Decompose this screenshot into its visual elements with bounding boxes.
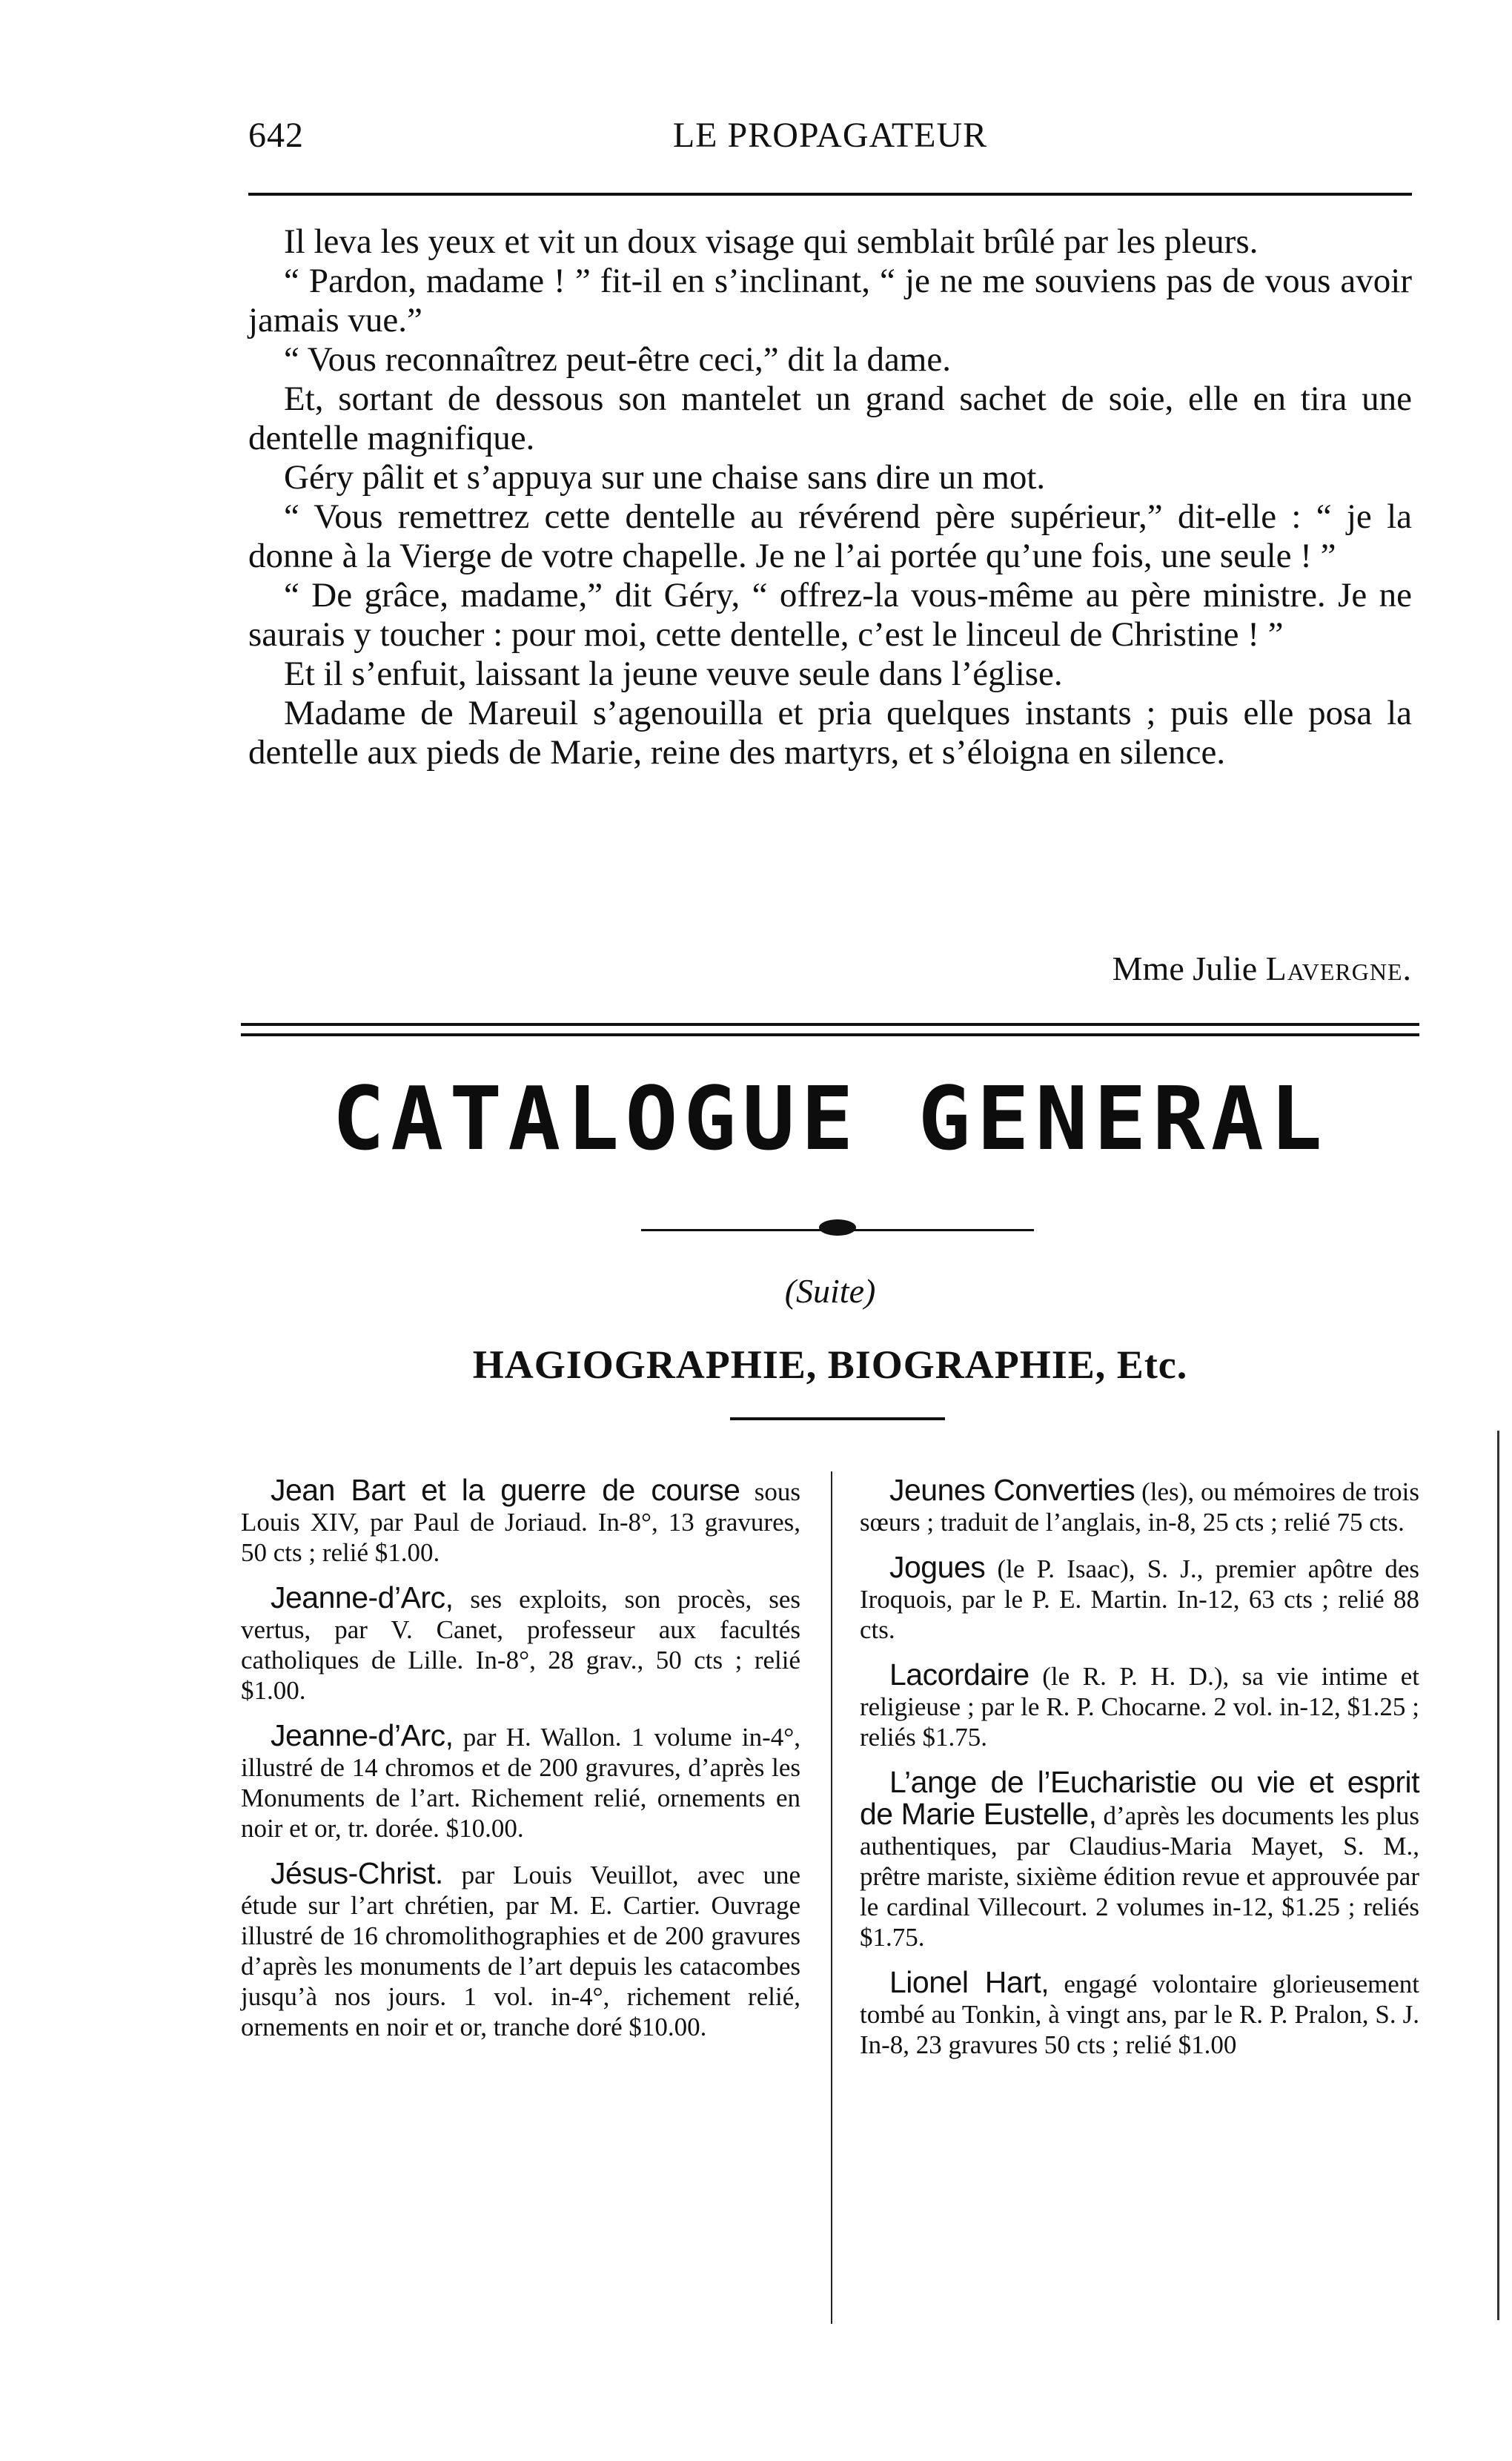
entry-title: Jeanne-d’Arc,: [271, 1718, 454, 1752]
entry-title: Lionel Hart,: [889, 1965, 1050, 1999]
story-paragraph: “ De grâce, madame,” dit Géry, “ offrez-la vous-même au père ministre. Je ne saurais y toucher : pour moi, cette dentelle, c’est le linceul de Christine ! ”: [248, 576, 1412, 654]
running-head: [248, 115, 1412, 159]
entry-title: L’ange de l’Eucharistie ou vie et esprit de Marie Eustelle,: [860, 1765, 1419, 1831]
author-signature: [1113, 949, 1412, 988]
section-heading: HAGIOGRAPHIE, BIOGRAPHIE, Etc.: [472, 1342, 1188, 1387]
entry-text: par Louis Veuillot, avec une étude sur l’art chrétien, par M. E. Cartier. Ouvrage illustré de 16 chromolithographies et de 200 gravures d’après les monuments de l’art depuis les catacombes jusqu’à nos jours. 1 vol. in-4°, richement relié, ornements en noir et or, tranche doré $10.00.: [241, 1861, 800, 2041]
entry-title: Jeunes Converties: [889, 1473, 1135, 1507]
catalogue-column-left: [241, 1475, 800, 2057]
journal-title: LE PROPAGATEUR: [672, 116, 988, 155]
story-paragraph: Madame de Mareuil s’agenouilla et pria quelques instants ; puis elle posa la dentelle aux pieds de Marie, reine des martyrs, et s’éloigna en silence.: [248, 694, 1412, 772]
story-paragraph: “ Vous remettrez cette dentelle au révérend père supérieur,” dit-elle : “ je la donne à la Vierge de votre chapelle. Je ne l’ai portée qu’une fois, une seule ! ”: [248, 497, 1412, 575]
story-paragraph: Il leva les yeux et vit un doux visage qui semblait brûlé par les pleurs.: [284, 222, 1259, 261]
entry-title: Jogues: [889, 1550, 986, 1584]
entry-title: Lacordaire: [889, 1657, 1029, 1692]
entry-title: Jean Bart et la guerre de course: [271, 1473, 740, 1507]
catalogue-title: CATALOGUE GENERAL: [332, 1067, 1328, 1170]
entry-text: d’après les documents les plus authentiques, par Claudius-Maria Mayet, S. M., prêtre mariste, sixième édition revue et approuvée par le cardinal Villecourt. 2 volumes in-12, $1.25 ; reliés $1.75.: [860, 1801, 1419, 1952]
catalogue-entry: [241, 1580, 800, 1706]
catalogue-entry: [860, 1657, 1419, 1752]
catalogue-entry: [860, 1967, 1419, 2060]
catalogue-entry: [860, 1767, 1419, 1952]
entry-text: par H. Wallon. 1 volume in-4°, illustré de 14 chromos et de 200 gravures, d’après les Monuments de l’art. Richement relié, ornements en noir et or, tr. dorée. $10.00.: [241, 1723, 800, 1843]
section-double-rule-top: [241, 1023, 1419, 1026]
story-text: [248, 222, 1412, 772]
story-paragraph: “ Pardon, madame ! ” fit-il en s’inclinant, “ je ne me souviens pas de vous avoir jamais vue.”: [248, 262, 1412, 339]
catalogue-entry: [860, 1475, 1419, 1537]
entry-text: sous Louis XIV, par Paul de Joriaud. In-8°, 13 gravures, 50 cts ; relié $1.00.: [241, 1477, 800, 1567]
column-divider: [831, 1471, 832, 2324]
header-rule: [248, 193, 1412, 196]
catalogue-entry: [860, 1552, 1419, 1645]
signature-prefix: Mme Julie: [1112, 950, 1266, 987]
entry-text: (le R. P. H. D.), sa vie intime et religieuse ; par le R. P. Chocarne. 2 vol. in-12, $1.25 ; reliés $1.75.: [860, 1662, 1419, 1752]
entry-text: (les), ou mémoires de trois sœurs ; traduit de l’anglais, in-8, 25 cts ; relié 75 cts.: [860, 1477, 1419, 1537]
short-rule: [730, 1417, 945, 1420]
catalogue-entry: [241, 1858, 800, 2042]
catalogue-entry: [241, 1475, 800, 1568]
ornament-icon: [819, 1219, 856, 1236]
story-paragraph: Géry pâlit et s’appuya sur une chaise sans dire un mot.: [284, 458, 1046, 497]
entry-title: Jeanne-d’Arc,: [271, 1580, 454, 1614]
section-double-rule-bottom: [241, 1033, 1419, 1036]
page-edge-mark: [1497, 1431, 1499, 2320]
catalogue-column-right: [860, 1475, 1419, 2075]
entry-title: Jésus-Christ.: [271, 1856, 443, 1890]
entry-text: ses exploits, son procès, ses vertus, par V. Canet, professeur aux facultés catholiques de Lille. In-8°, 28 grav., 50 cts ; relié $1.00.: [241, 1585, 800, 1705]
entry-text: engagé volontaire glorieusement tombé au Tonkin, à vingt ans, par le R. P. Pralon, S. J. In-8, 23 gravures 50 cts ; relié $1.00: [860, 1970, 1419, 2059]
catalogue-entry: [241, 1720, 800, 1844]
signature-name: Lavergne.: [1265, 950, 1412, 987]
story-paragraph: “ Vous reconnaîtrez peut-être ceci,” dit la dame.: [284, 340, 951, 379]
catalogue-subtitle: (Suite): [784, 1272, 876, 1310]
page-number: 642: [248, 116, 304, 155]
story-paragraph: Et, sortant de dessous son mantelet un grand sachet de soie, elle en tira une dentelle magnifique.: [248, 380, 1412, 457]
entry-text: (le P. Isaac), S. J., premier apôtre des Iroquois, par le P. E. Martin. In-12, 63 cts ; relié 88 cts.: [860, 1554, 1419, 1644]
story-paragraph: Et il s’enfuit, laissant la jeune veuve seule dans l’église.: [284, 655, 1063, 693]
